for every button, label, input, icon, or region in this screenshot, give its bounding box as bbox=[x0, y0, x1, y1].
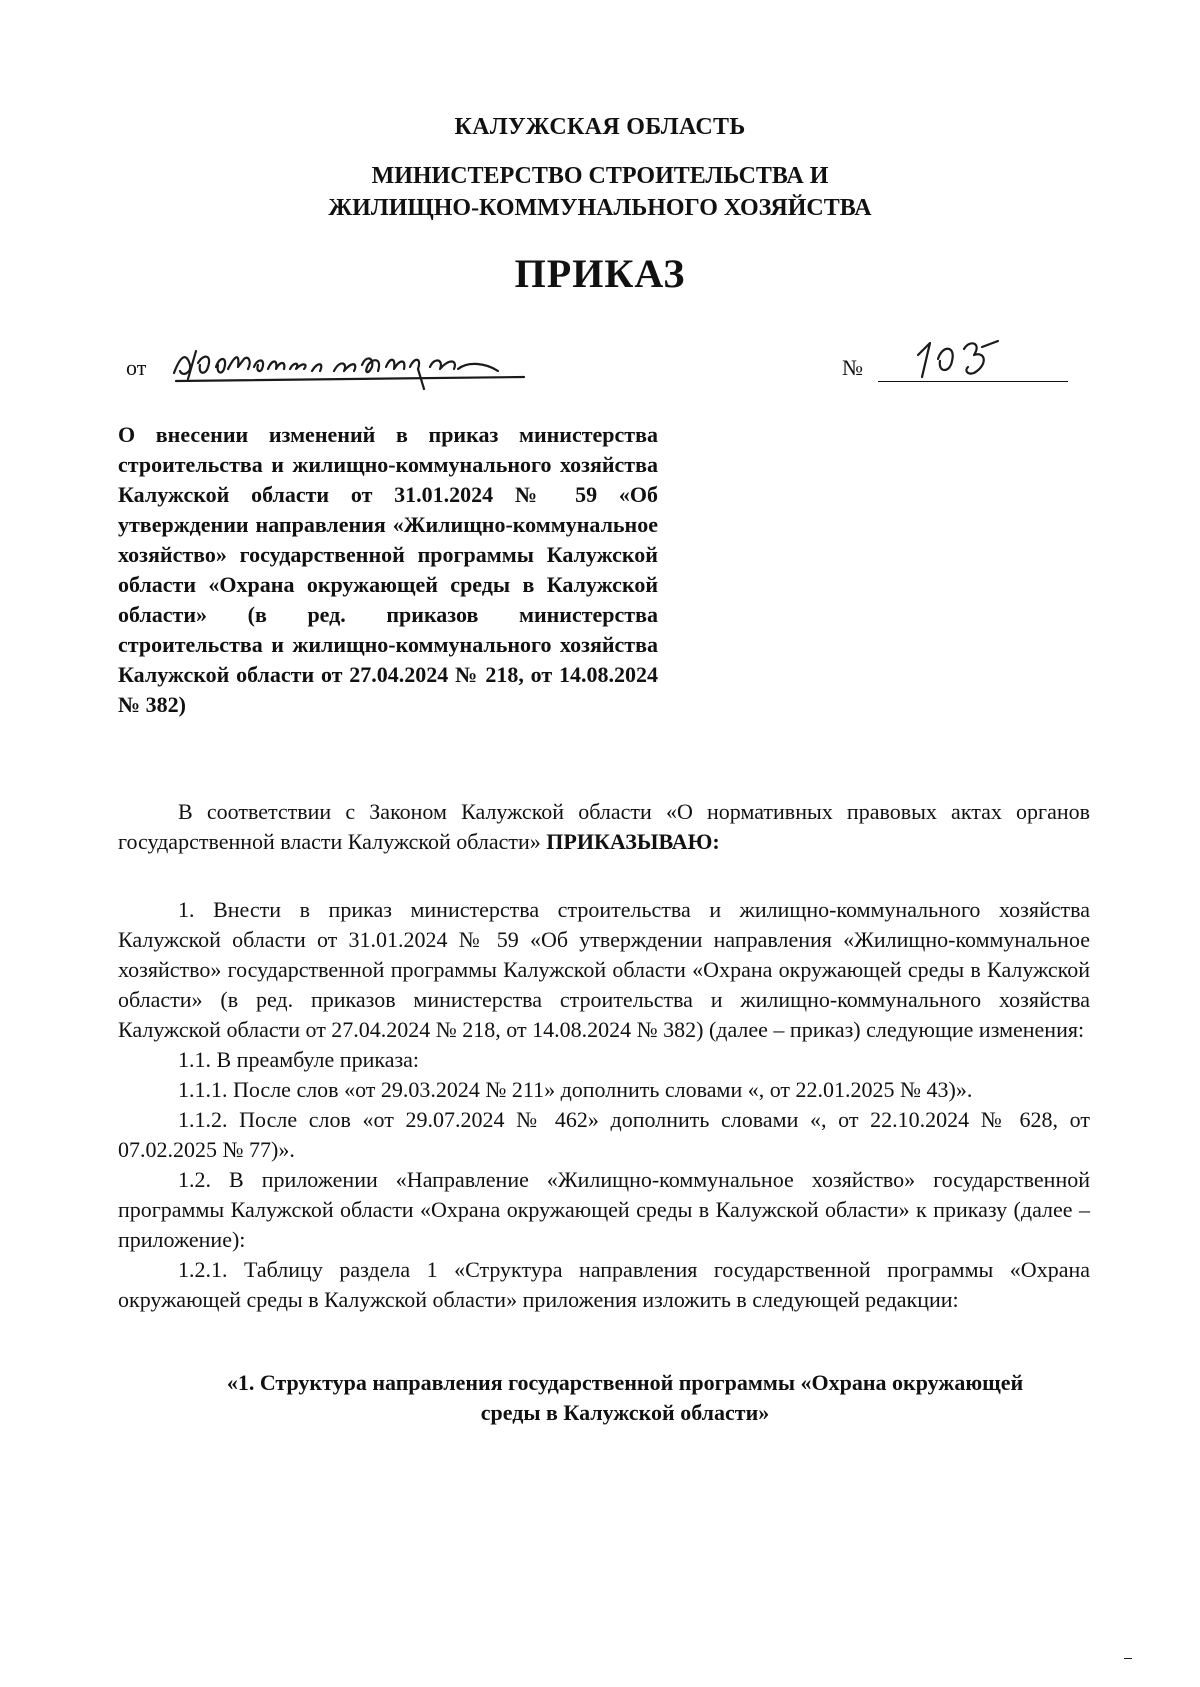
ministry-title-line1: МИНИСТЕРСТВО СТРОИТЕЛЬСТВА И bbox=[371, 163, 829, 189]
number-row bbox=[842, 355, 863, 381]
preamble-text: В соответствии с Законом Калужской области «О нормативных правовых актах органов государственной власти Калужской области» bbox=[118, 799, 1090, 854]
region-title: КАЛУЖСКАЯ ОБЛАСТЬ bbox=[454, 114, 746, 140]
order-item: 1.1.1. После слов «от 29.03.2024 № 211» дополнить словами «, от 22.01.2025 № 43)». bbox=[178, 1077, 973, 1102]
handwritten-date-signature-icon bbox=[168, 337, 528, 399]
section-heading-line2: среды в Калужской области» bbox=[480, 1400, 770, 1425]
order-item: 1. Внести в приказ министерства строительства и жилищно-коммунального хозяйства Калужской области от 31.01.2024 № 59 «Об утверждении направления «Жилищно-коммунальное хозяйство» государственной программы Калужской области «Охрана окружающей среды в Калужской области» (в ред. приказов министерства строительства и жилищно-коммунального хозяйства Калужской области от 27.04.2024 № 218, от 14.08.2024 № 382) (далее – приказ) следующие изменения: bbox=[118, 897, 1090, 1042]
document-type-title: ПРИКАЗ bbox=[514, 251, 686, 296]
order-items bbox=[118, 895, 1090, 1315]
order-item: 1.1. В преамбуле приказа: bbox=[178, 1047, 420, 1072]
date-label: от bbox=[126, 355, 147, 380]
order-word: ПРИКАЗЫВАЮ: bbox=[546, 829, 720, 854]
page-mark bbox=[1124, 1658, 1132, 1659]
handwritten-number-signature-icon bbox=[912, 333, 1002, 387]
section-heading-line1: «1. Структура направления государственной программы «Охрана окружающей bbox=[226, 1370, 1024, 1395]
order-item: 1.2. В приложении «Направление «Жилищно-коммунальное хозяйство» государственной программы Калужской области «Охрана окружающей среды в Калужской области» к приказу (далее – приложение): bbox=[118, 1167, 1090, 1252]
section-heading bbox=[150, 1368, 1100, 1428]
order-subject: О внесении изменений в приказ министерства строительства и жилищно-коммунального хозяйства Калужской области от 31.01.2024 № 59 «Об утверждении направления «Жилищно-коммунальное хозяйство» государственной программы Калужской области «Охрана окружающей среды в Калужской области» (в ред. приказов министерства строительства и жилищно-коммунального хозяйства Калужской области от 27.04.2024 № 218, от 14.08.2024 № 382) bbox=[118, 422, 658, 717]
order-item: 1.2.1. Таблицу раздела 1 «Структура направления государственной программы «Охрана окружающей среды в Калужской области» приложения изложить в следующей редакции: bbox=[118, 1257, 1090, 1312]
preamble-paragraph bbox=[118, 797, 1090, 857]
number-label: № bbox=[842, 355, 863, 380]
order-item: 1.1.2. После слов «от 29.07.2024 № 462» дополнить словами «, от 22.10.2024 № 628, от 07.02.2025 № 77)». bbox=[118, 1107, 1090, 1162]
ministry-title-line2: ЖИЛИЩНО-КОММУНАЛЬНОГО ХОЗЯЙСТВА bbox=[328, 195, 872, 221]
